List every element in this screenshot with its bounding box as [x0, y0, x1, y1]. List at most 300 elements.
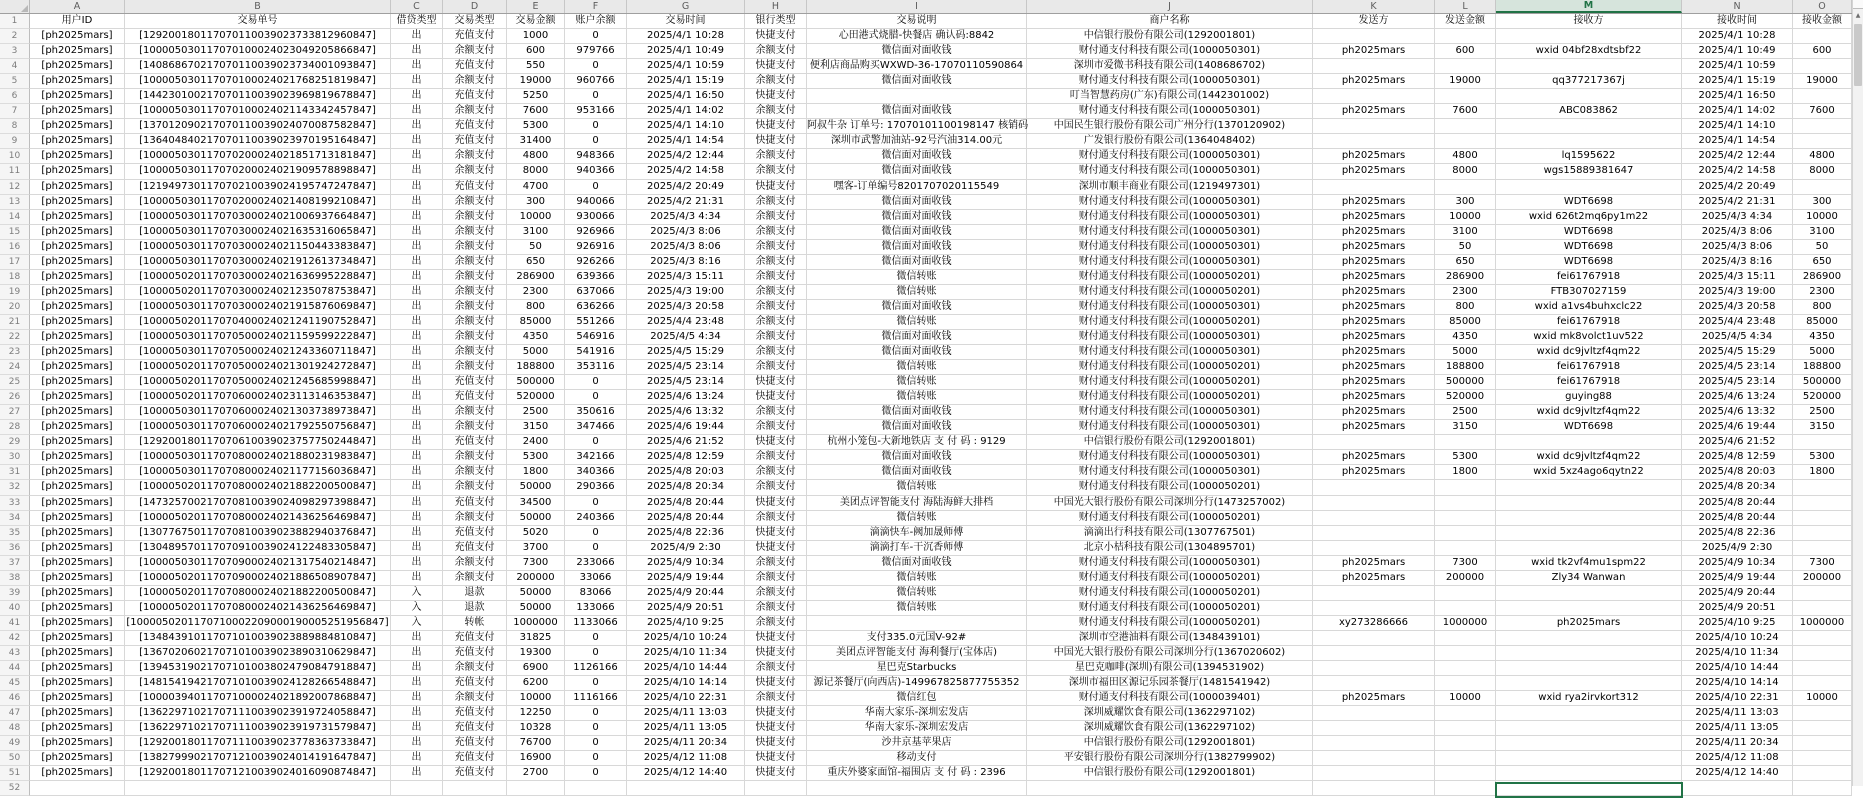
cell-N46[interactable]: 2025/4/10 22:31	[1682, 691, 1793, 706]
cell-N8[interactable]: 2025/4/1 14:10	[1682, 119, 1793, 134]
cell-L5[interactable]: 19000	[1435, 74, 1496, 89]
cell-L46[interactable]: 10000	[1435, 691, 1496, 706]
cell-M38[interactable]: Zly34 Wanwan	[1496, 571, 1682, 586]
cell-N48[interactable]: 2025/4/11 13:05	[1682, 721, 1793, 736]
cell-O25[interactable]: 500000	[1793, 375, 1852, 390]
cell-A24[interactable]: [ph2025mars]	[30, 360, 125, 375]
cell-I23[interactable]: 微信面对面收钱	[807, 345, 1027, 360]
cell-G37[interactable]: 2025/4/9 10:34	[627, 556, 745, 571]
cell-L43[interactable]	[1435, 646, 1496, 661]
cell-E52[interactable]	[507, 781, 565, 796]
cell-E34[interactable]: 50000	[507, 511, 565, 526]
cell-J17[interactable]: 财付通支付科技有限公司(1000050301)	[1027, 255, 1313, 270]
cell-E9[interactable]: 31400	[507, 134, 565, 149]
cell-B5[interactable]: [100005030117070100024021768251819847]	[125, 74, 391, 89]
cell-I19[interactable]: 微信转账	[807, 285, 1027, 300]
row-number-28[interactable]: 28	[0, 420, 30, 435]
cell-N36[interactable]: 2025/4/9 2:30	[1682, 541, 1793, 556]
cell-I33[interactable]: 美团点评智能支付 海陆海鲜大排档	[807, 496, 1027, 511]
cell-G32[interactable]: 2025/4/8 20:34	[627, 480, 745, 495]
cell-N37[interactable]: 2025/4/9 10:34	[1682, 556, 1793, 571]
cell-N10[interactable]: 2025/4/2 12:44	[1682, 149, 1793, 164]
cell-O41[interactable]: 1000000	[1793, 616, 1852, 631]
cell-B31[interactable]: [100005030117070800024021177156036847]	[125, 465, 391, 480]
cell-H4[interactable]: 快捷支付	[745, 59, 807, 74]
cell-H7[interactable]: 余额支付	[745, 104, 807, 119]
cell-M42[interactable]	[1496, 631, 1682, 646]
cell-D36[interactable]: 充值支付	[443, 541, 507, 556]
row-number-48[interactable]: 48	[0, 721, 30, 736]
cell-N16[interactable]: 2025/4/3 8:06	[1682, 240, 1793, 255]
cell-E37[interactable]: 7300	[507, 556, 565, 571]
cell-F7[interactable]: 953166	[565, 104, 627, 119]
cell-C47[interactable]: 出	[391, 706, 443, 721]
cell-L39[interactable]	[1435, 586, 1496, 601]
cell-L50[interactable]	[1435, 751, 1496, 766]
cell-E48[interactable]: 10328	[507, 721, 565, 736]
cell-I8[interactable]: 阿叔牛杂 订单号: 17070101100198147 核销码	[807, 119, 1027, 134]
cell-L2[interactable]	[1435, 29, 1496, 44]
cell-K16[interactable]: ph2025mars	[1313, 240, 1435, 255]
cell-F45[interactable]: 0	[565, 676, 627, 691]
row-number-34[interactable]: 34	[0, 511, 30, 526]
cell-I27[interactable]: 微信面对面收钱	[807, 405, 1027, 420]
row-number-45[interactable]: 45	[0, 676, 30, 691]
cell-K37[interactable]: ph2025mars	[1313, 556, 1435, 571]
cell-F13[interactable]: 940066	[565, 195, 627, 210]
cell-A9[interactable]: [ph2025mars]	[30, 134, 125, 149]
cell-E7[interactable]: 7600	[507, 104, 565, 119]
cell-K23[interactable]: ph2025mars	[1313, 345, 1435, 360]
cell-M24[interactable]: fei61767918	[1496, 360, 1682, 375]
cell-I47[interactable]: 华南大家乐-深圳宏发店	[807, 706, 1027, 721]
row-number-39[interactable]: 39	[0, 586, 30, 601]
cell-G51[interactable]: 2025/4/12 14:40	[627, 766, 745, 781]
cell-H21[interactable]: 余额支付	[745, 315, 807, 330]
cell-F18[interactable]: 639366	[565, 270, 627, 285]
cell-H49[interactable]: 快捷支付	[745, 736, 807, 751]
cell-B12[interactable]: [121949730117070210039024195747247847]	[125, 180, 391, 195]
column-letter-O[interactable]: O	[1793, 0, 1852, 13]
cell-M48[interactable]	[1496, 721, 1682, 736]
cell-N12[interactable]: 2025/4/2 20:49	[1682, 180, 1793, 195]
cell-D14[interactable]: 余额支付	[443, 210, 507, 225]
cell-K4[interactable]	[1313, 59, 1435, 74]
cell-C23[interactable]: 出	[391, 345, 443, 360]
cell-O4[interactable]	[1793, 59, 1852, 74]
cell-D2[interactable]: 充值支付	[443, 29, 507, 44]
cell-F23[interactable]: 541916	[565, 345, 627, 360]
cell-L15[interactable]: 3100	[1435, 225, 1496, 240]
cell-A37[interactable]: [ph2025mars]	[30, 556, 125, 571]
cell-O5[interactable]: 19000	[1793, 74, 1852, 89]
cell-F17[interactable]: 926266	[565, 255, 627, 270]
cell-D33[interactable]: 充值支付	[443, 496, 507, 511]
row-number-14[interactable]: 14	[0, 210, 30, 225]
cell-J2[interactable]: 中信银行股份有限公司(1292001801)	[1027, 29, 1313, 44]
cell-C6[interactable]: 出	[391, 89, 443, 104]
row-number-52[interactable]: 52	[0, 781, 30, 796]
cell-K38[interactable]: ph2025mars	[1313, 571, 1435, 586]
cell-B4[interactable]: [140868670217070110039023734001093847]	[125, 59, 391, 74]
cell-I52[interactable]	[807, 781, 1027, 796]
cell-J48[interactable]: 深圳威耀饮食有限公司(1362297102)	[1027, 721, 1313, 736]
cell-F12[interactable]: 0	[565, 180, 627, 195]
row-number-32[interactable]: 32	[0, 480, 30, 495]
cell-E2[interactable]: 1000	[507, 29, 565, 44]
cell-M3[interactable]: wxid 04bf28xdtsbf22	[1496, 44, 1682, 59]
cell-C9[interactable]: 出	[391, 134, 443, 149]
cell-H22[interactable]: 余额支付	[745, 330, 807, 345]
cell-E10[interactable]: 4800	[507, 149, 565, 164]
cell-G28[interactable]: 2025/4/6 19:44	[627, 420, 745, 435]
cell-J3[interactable]: 财付通支付科技有限公司(1000050301)	[1027, 44, 1313, 59]
cell-C42[interactable]: 出	[391, 631, 443, 646]
cell-F27[interactable]: 350616	[565, 405, 627, 420]
cell-C3[interactable]: 出	[391, 44, 443, 59]
cell-O47[interactable]	[1793, 706, 1852, 721]
cell-O20[interactable]: 800	[1793, 300, 1852, 315]
row-number-1[interactable]: 1	[0, 14, 30, 29]
cell-O19[interactable]: 2300	[1793, 285, 1852, 300]
cell-M45[interactable]	[1496, 676, 1682, 691]
cell-K10[interactable]: ph2025mars	[1313, 149, 1435, 164]
scrollbar-thumb[interactable]	[1854, 24, 1862, 86]
row-number-18[interactable]: 18	[0, 270, 30, 285]
cell-H31[interactable]: 余额支付	[745, 465, 807, 480]
cell-O1[interactable]: 接收金额	[1793, 14, 1852, 29]
cell-O13[interactable]: 300	[1793, 195, 1852, 210]
cell-O32[interactable]	[1793, 480, 1852, 495]
cell-B8[interactable]: [137012090217070110039024070087582847]	[125, 119, 391, 134]
cell-K1[interactable]: 发送方	[1313, 14, 1435, 29]
cell-K31[interactable]: ph2025mars	[1313, 465, 1435, 480]
cell-E29[interactable]: 2400	[507, 435, 565, 450]
cell-J42[interactable]: 深圳市空港油料有限公司(1348439101)	[1027, 631, 1313, 646]
cell-F33[interactable]: 0	[565, 496, 627, 511]
cell-B47[interactable]: [136229710217071110039023919724058847]	[125, 706, 391, 721]
cell-I13[interactable]: 微信面对面收钱	[807, 195, 1027, 210]
column-letter-B[interactable]: B	[125, 0, 391, 13]
cell-M25[interactable]: fei61767918	[1496, 375, 1682, 390]
cell-L1[interactable]: 发送金额	[1435, 14, 1496, 29]
cell-B20[interactable]: [100005030117070300024021915876069847]	[125, 300, 391, 315]
cell-H14[interactable]: 余额支付	[745, 210, 807, 225]
cell-H19[interactable]: 余额支付	[745, 285, 807, 300]
cell-J19[interactable]: 财付通支付科技有限公司(1000050201)	[1027, 285, 1313, 300]
cell-K44[interactable]	[1313, 661, 1435, 676]
cell-O12[interactable]	[1793, 180, 1852, 195]
cell-B32[interactable]: [100005020117070800024021882200500847]	[125, 480, 391, 495]
cell-C15[interactable]: 出	[391, 225, 443, 240]
cell-N3[interactable]: 2025/4/1 10:49	[1682, 44, 1793, 59]
cell-J12[interactable]: 深圳市顺丰商业有限公司(1219497301)	[1027, 180, 1313, 195]
cell-O9[interactable]	[1793, 134, 1852, 149]
cell-H23[interactable]: 余额支付	[745, 345, 807, 360]
cell-K12[interactable]	[1313, 180, 1435, 195]
row-number-33[interactable]: 33	[0, 496, 30, 511]
cell-N52[interactable]	[1682, 781, 1793, 796]
cell-O24[interactable]: 188800	[1793, 360, 1852, 375]
cell-L44[interactable]	[1435, 661, 1496, 676]
cell-C31[interactable]: 出	[391, 465, 443, 480]
column-letter-A[interactable]: A	[30, 0, 125, 13]
cell-C52[interactable]	[391, 781, 443, 796]
cell-K35[interactable]	[1313, 526, 1435, 541]
cell-H50[interactable]: 快捷支付	[745, 751, 807, 766]
cell-E23[interactable]: 5000	[507, 345, 565, 360]
cell-M22[interactable]: wxid mk8volct1uv522	[1496, 330, 1682, 345]
cell-H18[interactable]: 余额支付	[745, 270, 807, 285]
cell-H10[interactable]: 余额支付	[745, 149, 807, 164]
cell-L8[interactable]	[1435, 119, 1496, 134]
cell-E40[interactable]: 50000	[507, 601, 565, 616]
cell-D24[interactable]: 余额支付	[443, 360, 507, 375]
cell-M7[interactable]: ABC083862	[1496, 104, 1682, 119]
row-number-29[interactable]: 29	[0, 435, 30, 450]
column-letter-I[interactable]: I	[807, 0, 1027, 13]
cell-J9[interactable]: 广发银行股份有限公司(1364048402)	[1027, 134, 1313, 149]
cell-A49[interactable]: [ph2025mars]	[30, 736, 125, 751]
cell-I49[interactable]: 沙井京基苹果店	[807, 736, 1027, 751]
cell-D1[interactable]: 交易类型	[443, 14, 507, 29]
row-number-10[interactable]: 10	[0, 149, 30, 164]
cell-L40[interactable]	[1435, 601, 1496, 616]
cell-J7[interactable]: 财付通支付科技有限公司(1000050301)	[1027, 104, 1313, 119]
cell-D49[interactable]: 充值支付	[443, 736, 507, 751]
cell-G26[interactable]: 2025/4/6 13:24	[627, 390, 745, 405]
cell-K7[interactable]: ph2025mars	[1313, 104, 1435, 119]
cell-A16[interactable]: [ph2025mars]	[30, 240, 125, 255]
cell-N47[interactable]: 2025/4/11 13:03	[1682, 706, 1793, 721]
cell-N50[interactable]: 2025/4/12 11:08	[1682, 751, 1793, 766]
cell-G2[interactable]: 2025/4/1 10:28	[627, 29, 745, 44]
cell-H29[interactable]: 快捷支付	[745, 435, 807, 450]
cell-H20[interactable]: 余额支付	[745, 300, 807, 315]
cell-I20[interactable]: 微信面对面收钱	[807, 300, 1027, 315]
cell-I32[interactable]: 微信转账	[807, 480, 1027, 495]
row-number-38[interactable]: 38	[0, 571, 30, 586]
cell-C39[interactable]: 入	[391, 586, 443, 601]
cell-H24[interactable]: 余额支付	[745, 360, 807, 375]
cell-A30[interactable]: [ph2025mars]	[30, 450, 125, 465]
cell-F32[interactable]: 290366	[565, 480, 627, 495]
cell-O11[interactable]: 8000	[1793, 164, 1852, 179]
cell-C13[interactable]: 出	[391, 195, 443, 210]
cell-L3[interactable]: 600	[1435, 44, 1496, 59]
cell-M11[interactable]: wgs15889381647	[1496, 164, 1682, 179]
cell-L29[interactable]	[1435, 435, 1496, 450]
cell-L37[interactable]: 7300	[1435, 556, 1496, 571]
cell-N44[interactable]: 2025/4/10 14:44	[1682, 661, 1793, 676]
cell-B39[interactable]: [100005020117070800024021882200500847]	[125, 586, 391, 601]
cell-K43[interactable]	[1313, 646, 1435, 661]
cell-D43[interactable]: 充值支付	[443, 646, 507, 661]
cell-D11[interactable]: 余额支付	[443, 164, 507, 179]
vertical-scrollbar[interactable]	[1852, 0, 1863, 786]
row-number-47[interactable]: 47	[0, 706, 30, 721]
cell-N31[interactable]: 2025/4/8 20:03	[1682, 465, 1793, 480]
cell-K6[interactable]	[1313, 89, 1435, 104]
cell-E46[interactable]: 10000	[507, 691, 565, 706]
cell-K34[interactable]	[1313, 511, 1435, 526]
cell-F9[interactable]: 0	[565, 134, 627, 149]
cell-F25[interactable]: 0	[565, 375, 627, 390]
cell-C44[interactable]: 出	[391, 661, 443, 676]
cell-M41[interactable]: ph2025mars	[1496, 616, 1682, 631]
cell-I38[interactable]: 微信转账	[807, 571, 1027, 586]
cell-L31[interactable]: 1800	[1435, 465, 1496, 480]
cell-J20[interactable]: 财付通支付科技有限公司(1000050301)	[1027, 300, 1313, 315]
cell-M10[interactable]: lq1595622	[1496, 149, 1682, 164]
cell-E35[interactable]: 5020	[507, 526, 565, 541]
cell-E42[interactable]: 31825	[507, 631, 565, 646]
cell-F26[interactable]: 0	[565, 390, 627, 405]
row-number-44[interactable]: 44	[0, 661, 30, 676]
cell-K30[interactable]: ph2025mars	[1313, 450, 1435, 465]
cell-E19[interactable]: 2300	[507, 285, 565, 300]
cell-I15[interactable]: 微信面对面收钱	[807, 225, 1027, 240]
cell-J44[interactable]: 星巴克咖啡(深圳)有限公司(1394531902)	[1027, 661, 1313, 676]
cell-C25[interactable]: 出	[391, 375, 443, 390]
cell-F34[interactable]: 240366	[565, 511, 627, 526]
cell-L12[interactable]	[1435, 180, 1496, 195]
cell-G47[interactable]: 2025/4/11 13:03	[627, 706, 745, 721]
cell-B51[interactable]: [129200180117071210039024016090874847]	[125, 766, 391, 781]
cell-E8[interactable]: 5300	[507, 119, 565, 134]
cell-I14[interactable]: 微信面对面收钱	[807, 210, 1027, 225]
cell-I12[interactable]: 嘿客-订单编号8201707020115549	[807, 180, 1027, 195]
cell-K36[interactable]	[1313, 541, 1435, 556]
cell-I39[interactable]: 微信转账	[807, 586, 1027, 601]
cell-B42[interactable]: [134843910117071010039023889884810847]	[125, 631, 391, 646]
cell-A21[interactable]: [ph2025mars]	[30, 315, 125, 330]
cell-A11[interactable]: [ph2025mars]	[30, 164, 125, 179]
column-letter-C[interactable]: C	[391, 0, 443, 13]
row-number-9[interactable]: 9	[0, 134, 30, 149]
cell-L25[interactable]: 500000	[1435, 375, 1496, 390]
cell-C43[interactable]: 出	[391, 646, 443, 661]
cell-O38[interactable]: 200000	[1793, 571, 1852, 586]
cell-I21[interactable]: 微信转账	[807, 315, 1027, 330]
row-number-51[interactable]: 51	[0, 766, 30, 781]
cell-C14[interactable]: 出	[391, 210, 443, 225]
row-number-20[interactable]: 20	[0, 300, 30, 315]
cell-K5[interactable]: ph2025mars	[1313, 74, 1435, 89]
cell-F1[interactable]: 账户余额	[565, 14, 627, 29]
column-letter-J[interactable]: J	[1027, 0, 1313, 13]
cell-K33[interactable]	[1313, 496, 1435, 511]
row-number-2[interactable]: 2	[0, 29, 30, 44]
cell-H52[interactable]	[745, 781, 807, 796]
scrollbar-split-handle[interactable]	[1853, 0, 1863, 9]
cell-D4[interactable]: 充值支付	[443, 59, 507, 74]
cell-E31[interactable]: 1800	[507, 465, 565, 480]
cell-K18[interactable]: ph2025mars	[1313, 270, 1435, 285]
row-number-5[interactable]: 5	[0, 74, 30, 89]
cell-A6[interactable]: [ph2025mars]	[30, 89, 125, 104]
cell-E51[interactable]: 2700	[507, 766, 565, 781]
cell-I9[interactable]: 深圳市武警加油站-92号汽油314.00元	[807, 134, 1027, 149]
cell-I42[interactable]: 支付335.0元国V-92#	[807, 631, 1027, 646]
cell-J25[interactable]: 财付通支付科技有限公司(1000050201)	[1027, 375, 1313, 390]
cell-M44[interactable]	[1496, 661, 1682, 676]
cell-C1[interactable]: 借贷类型	[391, 14, 443, 29]
cell-A1[interactable]: 用户ID	[30, 14, 125, 29]
cell-J23[interactable]: 财付通支付科技有限公司(1000050301)	[1027, 345, 1313, 360]
cell-C18[interactable]: 出	[391, 270, 443, 285]
cell-L16[interactable]: 50	[1435, 240, 1496, 255]
cell-K15[interactable]: ph2025mars	[1313, 225, 1435, 240]
cell-J24[interactable]: 财付通支付科技有限公司(1000050201)	[1027, 360, 1313, 375]
cell-O39[interactable]	[1793, 586, 1852, 601]
cell-K11[interactable]: ph2025mars	[1313, 164, 1435, 179]
cell-D35[interactable]: 充值支付	[443, 526, 507, 541]
cell-C48[interactable]: 出	[391, 721, 443, 736]
cell-B14[interactable]: [100005030117070300024021006937664847]	[125, 210, 391, 225]
cell-L10[interactable]: 4800	[1435, 149, 1496, 164]
cell-M21[interactable]: fei61767918	[1496, 315, 1682, 330]
cell-F8[interactable]: 0	[565, 119, 627, 134]
cell-D28[interactable]: 余额支付	[443, 420, 507, 435]
cell-M9[interactable]	[1496, 134, 1682, 149]
cell-E44[interactable]: 6900	[507, 661, 565, 676]
cell-M29[interactable]	[1496, 435, 1682, 450]
cell-K2[interactable]	[1313, 29, 1435, 44]
cell-J5[interactable]: 财付通支付科技有限公司(1000050301)	[1027, 74, 1313, 89]
cell-I50[interactable]: 移动支付	[807, 751, 1027, 766]
row-number-3[interactable]: 3	[0, 44, 30, 59]
cell-A5[interactable]: [ph2025mars]	[30, 74, 125, 89]
cell-D22[interactable]: 余额支付	[443, 330, 507, 345]
cell-D9[interactable]: 充值支付	[443, 134, 507, 149]
cell-N43[interactable]: 2025/4/10 11:34	[1682, 646, 1793, 661]
cell-J4[interactable]: 深圳市爱微书科技有限公司(1408686702)	[1027, 59, 1313, 74]
cell-B16[interactable]: [100005030117070300024021150443383847]	[125, 240, 391, 255]
cell-G14[interactable]: 2025/4/3 4:34	[627, 210, 745, 225]
cell-B33[interactable]: [147325700217070810039024098297398847]	[125, 496, 391, 511]
cell-L45[interactable]	[1435, 676, 1496, 691]
cell-A44[interactable]: [ph2025mars]	[30, 661, 125, 676]
row-number-25[interactable]: 25	[0, 375, 30, 390]
cell-D40[interactable]: 退款	[443, 601, 507, 616]
cell-B23[interactable]: [100005030117070500024021243360711847]	[125, 345, 391, 360]
cell-H37[interactable]: 余额支付	[745, 556, 807, 571]
cell-F43[interactable]: 0	[565, 646, 627, 661]
cell-N49[interactable]: 2025/4/11 20:34	[1682, 736, 1793, 751]
cell-L42[interactable]	[1435, 631, 1496, 646]
cell-B29[interactable]: [129200180117070610039023757750244847]	[125, 435, 391, 450]
cell-B15[interactable]: [100005030117070300024021635316065847]	[125, 225, 391, 240]
cell-D12[interactable]: 充值支付	[443, 180, 507, 195]
column-letter-M[interactable]: M	[1496, 0, 1682, 13]
cell-H11[interactable]: 余额支付	[745, 164, 807, 179]
cell-E43[interactable]: 19300	[507, 646, 565, 661]
cell-J21[interactable]: 财付通支付科技有限公司(1000050201)	[1027, 315, 1313, 330]
cell-O33[interactable]	[1793, 496, 1852, 511]
cell-M16[interactable]: WDT6698	[1496, 240, 1682, 255]
cell-C41[interactable]: 入	[391, 616, 443, 631]
cell-K24[interactable]: ph2025mars	[1313, 360, 1435, 375]
cell-D50[interactable]: 充值支付	[443, 751, 507, 766]
cell-I6[interactable]	[807, 89, 1027, 104]
cell-I35[interactable]: 滴滴快车-阙加晟师傅	[807, 526, 1027, 541]
cell-J32[interactable]: 财付通支付科技有限公司(1000050201)	[1027, 480, 1313, 495]
cell-M49[interactable]	[1496, 736, 1682, 751]
row-number-49[interactable]: 49	[0, 736, 30, 751]
cell-C37[interactable]: 出	[391, 556, 443, 571]
cell-L9[interactable]	[1435, 134, 1496, 149]
